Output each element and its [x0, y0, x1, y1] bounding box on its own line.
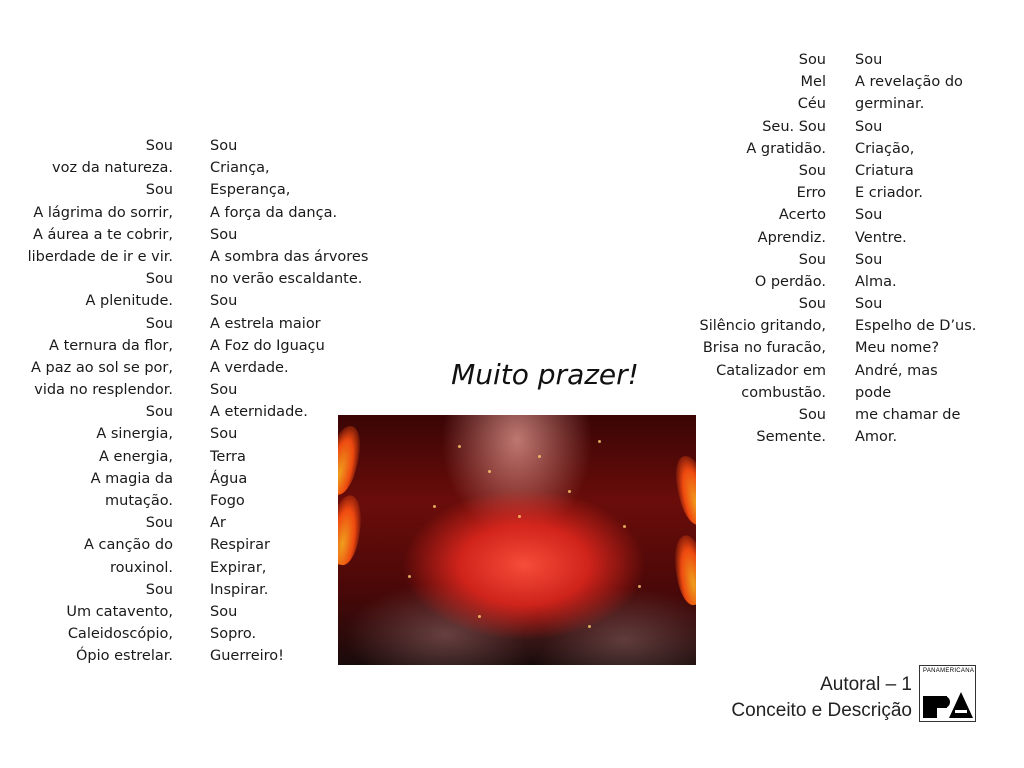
page-title: Muito prazer!	[451, 358, 639, 391]
poem-line: Sou	[855, 207, 883, 224]
poem-line: me chamar de	[855, 407, 961, 423]
poem-line: Sou	[145, 404, 173, 421]
poem-column-right-b	[855, 49, 1020, 448]
poem-line: A gratidão.	[746, 140, 826, 157]
poem-line: O perdão.	[754, 273, 826, 290]
poem-line: A magia da	[90, 470, 173, 487]
poem-line: Catalizador em	[716, 362, 826, 379]
poem-line: Sou	[210, 603, 238, 620]
spark-dot	[623, 525, 626, 528]
spark-dot	[638, 585, 641, 588]
poem-line: germinar.	[855, 96, 925, 113]
spark-dot	[598, 440, 601, 443]
footer-caption	[731, 672, 912, 724]
poem-line: Sou	[145, 315, 173, 332]
poem-line: A sinergia,	[96, 426, 173, 443]
poem-line: liberdade de ir e vir.	[27, 248, 173, 265]
poem-line: Sopro.	[210, 626, 257, 643]
poem-line: Aprendiz.	[757, 229, 826, 246]
poem-line: Sou	[855, 251, 883, 268]
poem-line: A paz ao sol se por,	[31, 359, 173, 376]
poem-column-left-a	[0, 135, 173, 668]
poem-line: Sou	[798, 407, 826, 423]
poem-line: Semente.	[756, 429, 826, 446]
poem-line: A eternidade.	[210, 404, 308, 421]
poem-line: E criador.	[855, 185, 923, 202]
poem-line: Sou	[855, 118, 883, 135]
spark-dot	[408, 575, 411, 578]
poem-line: no verão escaldante.	[210, 271, 363, 288]
poem-line: A energia,	[99, 448, 173, 465]
poem-line: Sou	[210, 138, 238, 154]
poem-line: Sou	[210, 426, 238, 443]
flame-shape	[669, 452, 696, 527]
logo-shapes-icon	[922, 690, 974, 720]
poem-line: Caleidoscópio,	[67, 626, 173, 643]
poem-line: Brisa no furacão,	[702, 340, 826, 357]
spark-dot	[488, 470, 491, 473]
poem-line: Terra	[210, 448, 246, 465]
panamericana-logo	[919, 665, 976, 722]
poem-line: Ar	[210, 515, 226, 532]
spark-dot	[538, 455, 541, 458]
poem-line: Sou	[210, 382, 238, 399]
poem-line: André, mas	[855, 362, 938, 379]
poem-line: mutação.	[105, 493, 173, 509]
poem-line: Criança,	[210, 160, 270, 177]
poem-line: Guerreiro!	[210, 648, 284, 665]
fire-particles-image	[338, 415, 696, 665]
poem-line: A lágrima do sorrir,	[33, 204, 173, 221]
poem-line: A ternura da flor,	[49, 337, 173, 354]
poem-line: Amor.	[855, 429, 898, 446]
spark-dot	[518, 515, 521, 518]
flame-shape	[338, 422, 367, 497]
poem-line: A estrela maior	[210, 315, 321, 332]
poem-line: Mel	[800, 74, 826, 91]
poem-line: Alma.	[855, 273, 897, 290]
spark-dot	[588, 625, 591, 628]
flame-shape	[670, 533, 696, 607]
spark-dot	[433, 505, 436, 508]
poem-line: Um catavento,	[66, 603, 173, 620]
footer-line-1: Autoral – 1	[820, 674, 912, 695]
poem-line: combustão.	[741, 384, 826, 401]
footer-line-2: Conceito e Descrição	[731, 700, 912, 721]
poem-line: A plenitude.	[85, 293, 173, 310]
spark-dot	[478, 615, 481, 618]
poem-line: Esperança,	[210, 182, 291, 199]
poem-line: Silêncio gritando,	[699, 318, 826, 335]
poem-column-right-a	[640, 49, 826, 448]
poem-line: Sou	[210, 226, 238, 243]
poem-line: Criação,	[855, 140, 915, 157]
poem-line: Ventre.	[855, 229, 907, 246]
poem-line: Meu nome?	[855, 340, 940, 357]
poem-line: Seu. Sou	[762, 118, 826, 135]
poem-line: Água	[210, 470, 248, 487]
poem-line: Céu	[797, 96, 826, 113]
poem-line: A Foz do Iguaçu	[210, 337, 325, 354]
poem-line: A revelação do	[855, 74, 963, 91]
poem-line: Sou	[145, 515, 173, 532]
poem-line: Sou	[145, 581, 173, 598]
poem-line: Sou	[798, 52, 826, 68]
poem-line: vida no resplendor.	[34, 382, 173, 399]
logo-text: PANAMERICANA	[923, 668, 975, 674]
poem-line: Erro	[796, 185, 826, 202]
poem-line: A força da dança.	[210, 204, 338, 221]
poem-line: Sou	[855, 296, 883, 313]
poem-line: pode	[855, 384, 892, 401]
poem-line: Acerto	[778, 207, 826, 224]
poem-line: Expirar,	[210, 559, 267, 576]
poem-line: Sou	[145, 271, 173, 288]
poem-line: Sou	[798, 251, 826, 268]
poem-line: A áurea a te cobrir,	[33, 226, 173, 243]
poem-line: A canção do	[84, 537, 173, 554]
poem-line: Criatura	[855, 162, 914, 179]
poem-line: A verdade.	[210, 359, 289, 376]
spark-dot	[568, 490, 571, 493]
poem-line: Sou	[145, 182, 173, 199]
poem-line: Espelho de D’us.	[855, 318, 977, 335]
poem-line: Respirar	[210, 537, 270, 554]
poem-line: Inspirar.	[210, 581, 269, 598]
poem-line: rouxinol.	[109, 559, 173, 576]
poem-line: Fogo	[210, 493, 245, 509]
spark-dot	[458, 445, 461, 448]
poem-line: Sou	[798, 296, 826, 313]
poem-line: Sou	[855, 52, 883, 68]
flame-shape	[338, 493, 366, 567]
poem-line: Sou	[145, 138, 173, 154]
poem-line: A sombra das árvores	[210, 248, 369, 265]
poem-line: Sou	[210, 293, 238, 310]
poem-line: voz da natureza.	[52, 160, 173, 177]
poem-line: Ópio estrelar.	[75, 648, 173, 665]
poem-line: Sou	[798, 162, 826, 179]
